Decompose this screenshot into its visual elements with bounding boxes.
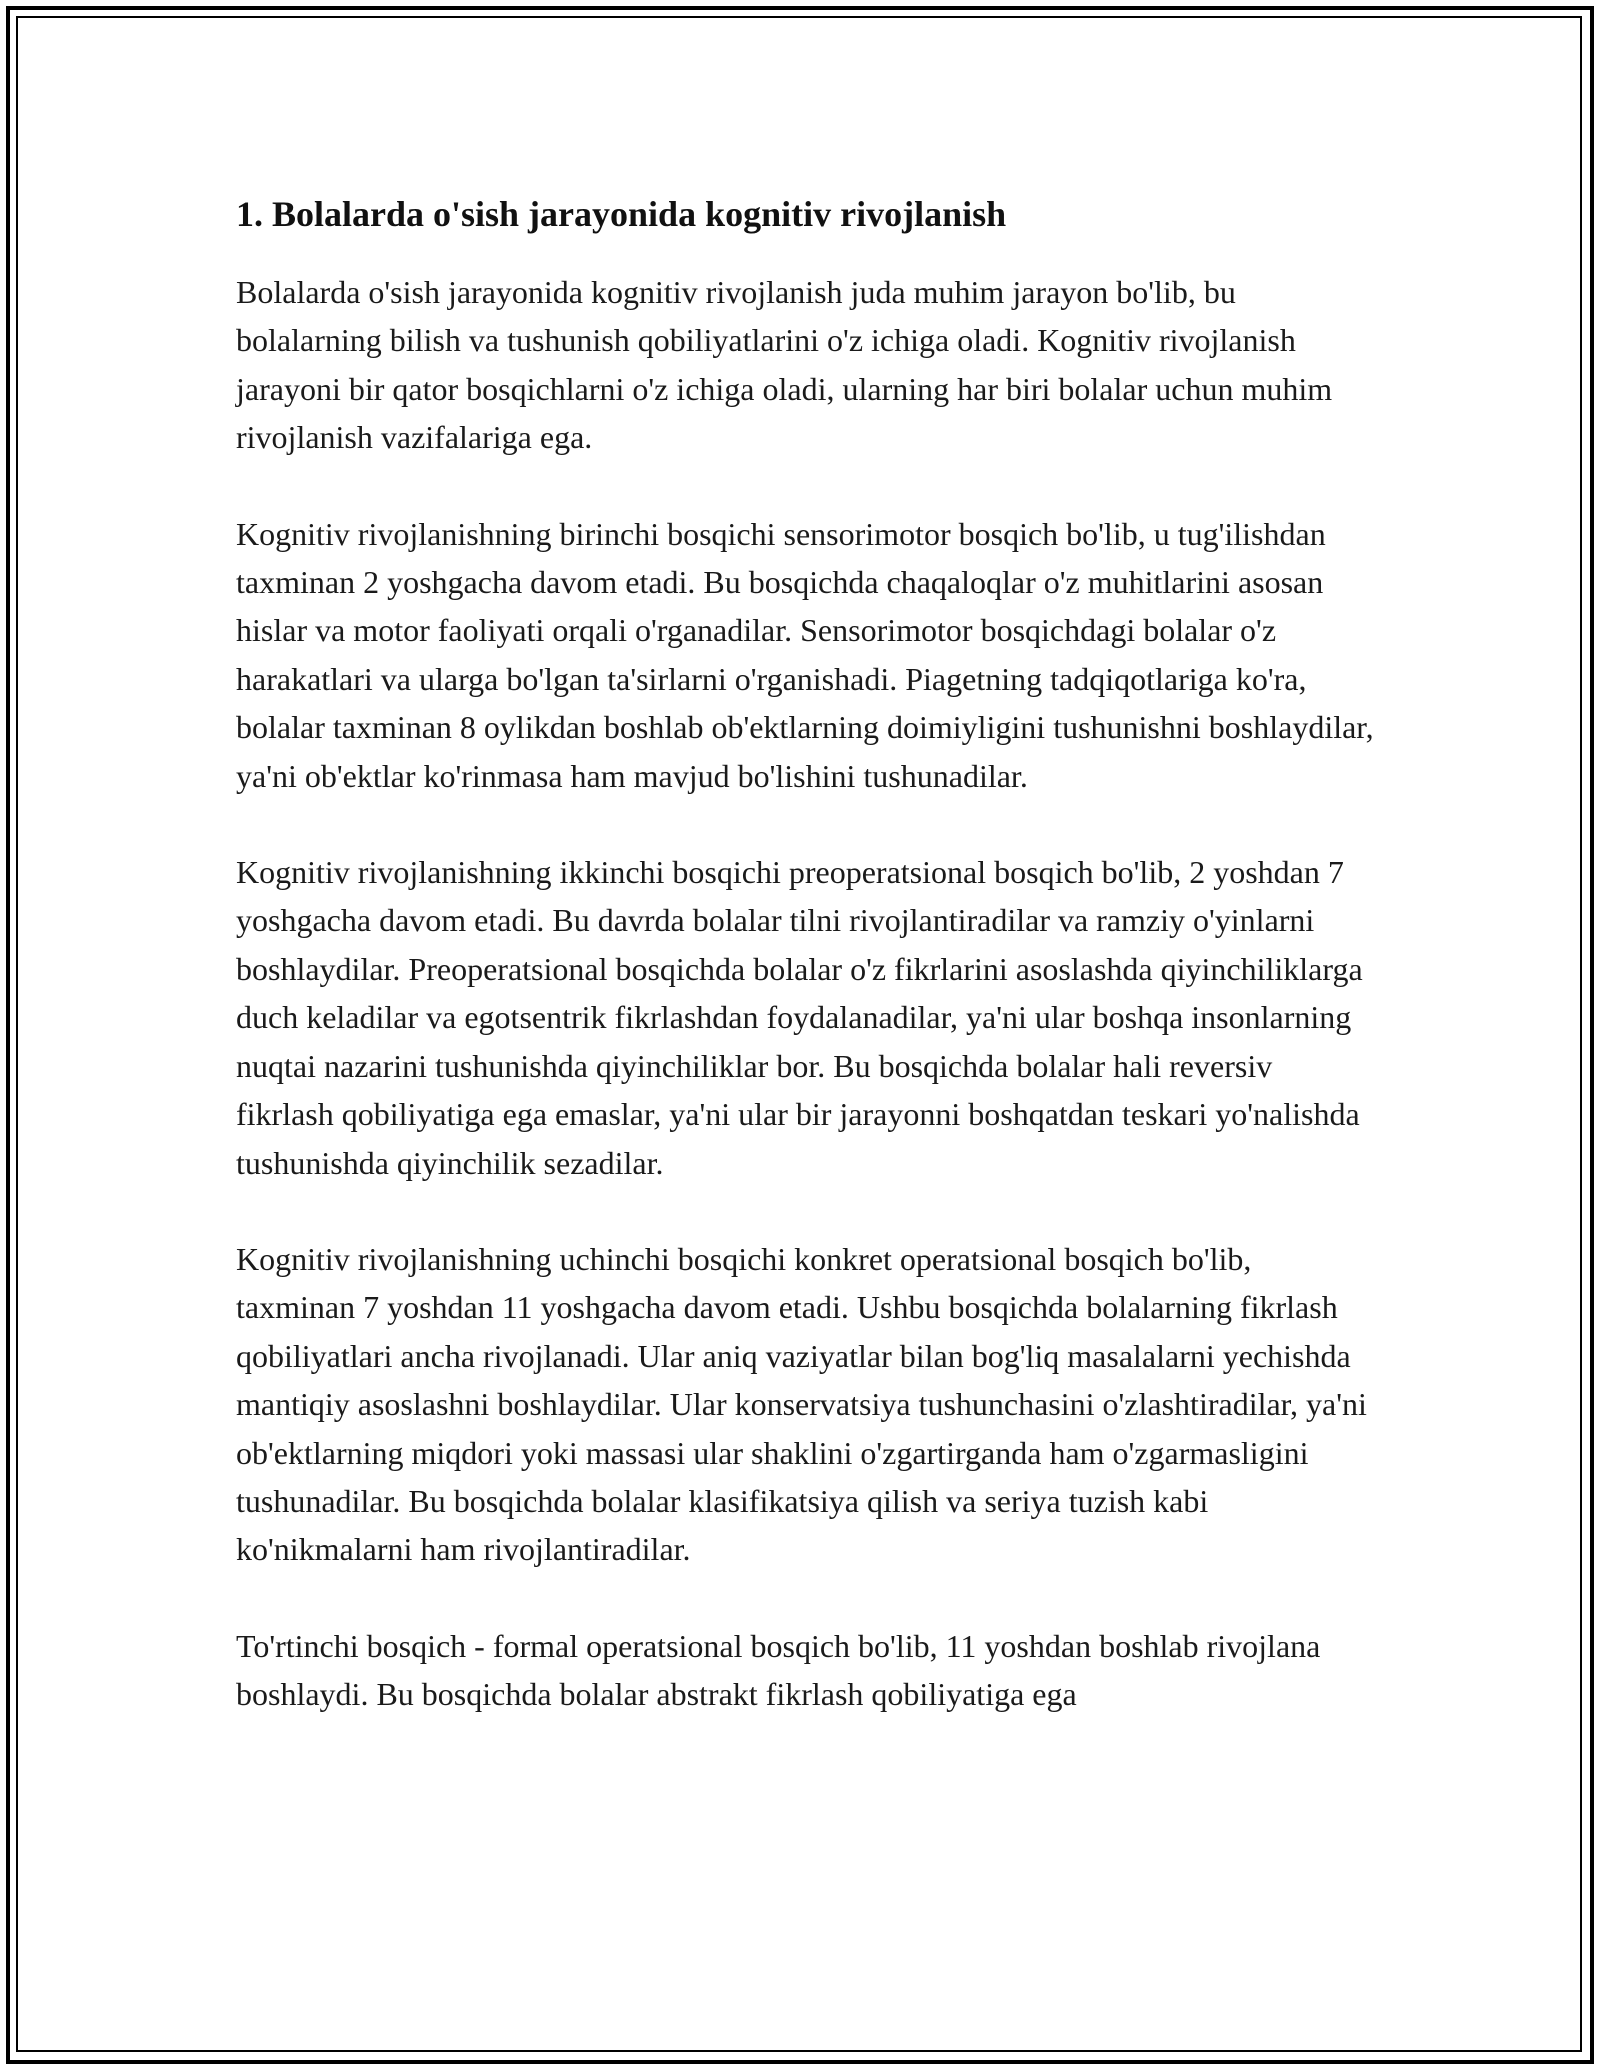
section-heading: 1. Bolalarda o'sish jarayonida kognitiv rivojlanish [236, 194, 1007, 234]
paragraph-intro: Bolalarda o'sish jarayonida kognitiv rivojlanish juda muhim jarayon bo'lib, bu bolalarning bilish va tushunish qobiliyatlarini o'z ichiga oladi. Kognitiv rivojlanish jarayoni bir qator bosqichlarni o'z ichiga oladi, ularning har biri bolalar uchun muhim rivojlanish vazifalariga ega. [236, 274, 1333, 456]
document-body [236, 190, 1376, 1767]
paragraph-preoperational-stage: Kognitiv rivojlanishning ikkinchi bosqichi preoperatsional bosqich bo'lib, 2 yoshdan 7 yoshgacha davom etadi. Bu davrda bolalar tilni rivojlantiradilar va ramziy o'yinlarni boshlaydilar. Preoperatsional bosqichda bolalar o'z fikrlarini asoslashda qiyinchiliklarga duch keladilar va egotsentrik fikrlashdan foydalanadilar, ya'ni ular boshqa insonlarning nuqtai nazarini tushunishda qiyinchiliklar bor. Bu bosqichda bolalar hali reversiv fikrlash qobiliyatiga ega emaslar, ya'ni ular bir jarayonni boshqatdan teskari yo'nalishda tushunishda qiyinchilik sezadilar. [236, 854, 1363, 1181]
paragraph-sensorimotor-stage: Kognitiv rivojlanishning birinchi bosqichi sensorimotor bosqich bo'lib, u tug'ilishdan taxminan 2 yoshgacha davom etadi. Bu bosqichda chaqaloqlar o'z muhitlarini asosan hislar va motor faoliyati orqali o'rganadilar. Sensorimotor bosqichdagi bolalar o'z harakatlari va ularga bo'lgan ta'sirlarni o'rganishadi. Piagetning tadqiqotlariga ko'ra, bolalar taxminan 8 oylikdan boshlab ob'ektlarning doimiyligini tushunishni boshlaydilar, ya'ni ob'ektlar ko'rinmasa ham mavjud bo'lishini tushunadilar. [236, 515, 1374, 794]
paragraph-concrete-operational-stage: Kognitiv rivojlanishning uchinchi bosqichi konkret operatsional bosqich bo'lib, taxminan 7 yoshdan 11 yoshgacha davom etadi. Ushbu bosqichda bolalarning fikrlash qobiliyatlari ancha rivojlanadi. Ular aniq vaziyatlar bilan bog'liq masalalarni yechishda mantiqiy asoslashni boshlaydilar. Ular konservatsiya tushunchasini o'zlashtiradilar, ya'ni ob'ektlarning miqdori yoki massasi ular shaklini o'zgartirganda ham o'zgarmasligini tushunadilar. Bu bosqichda bolalar klasifikatsiya qilish va seriya tuzish kabi ko'nikmalarni ham rivojlantiradilar. [236, 1240, 1367, 1568]
paragraph-formal-operational-stage: To'rtinchi bosqich - formal operatsional bosqich bo'lib, 11 yoshdan boshlab rivojlana boshlaydi. Bu bosqichda bolalar abstrakt fikrlash qobiliyatiga ega [236, 1627, 1321, 1713]
